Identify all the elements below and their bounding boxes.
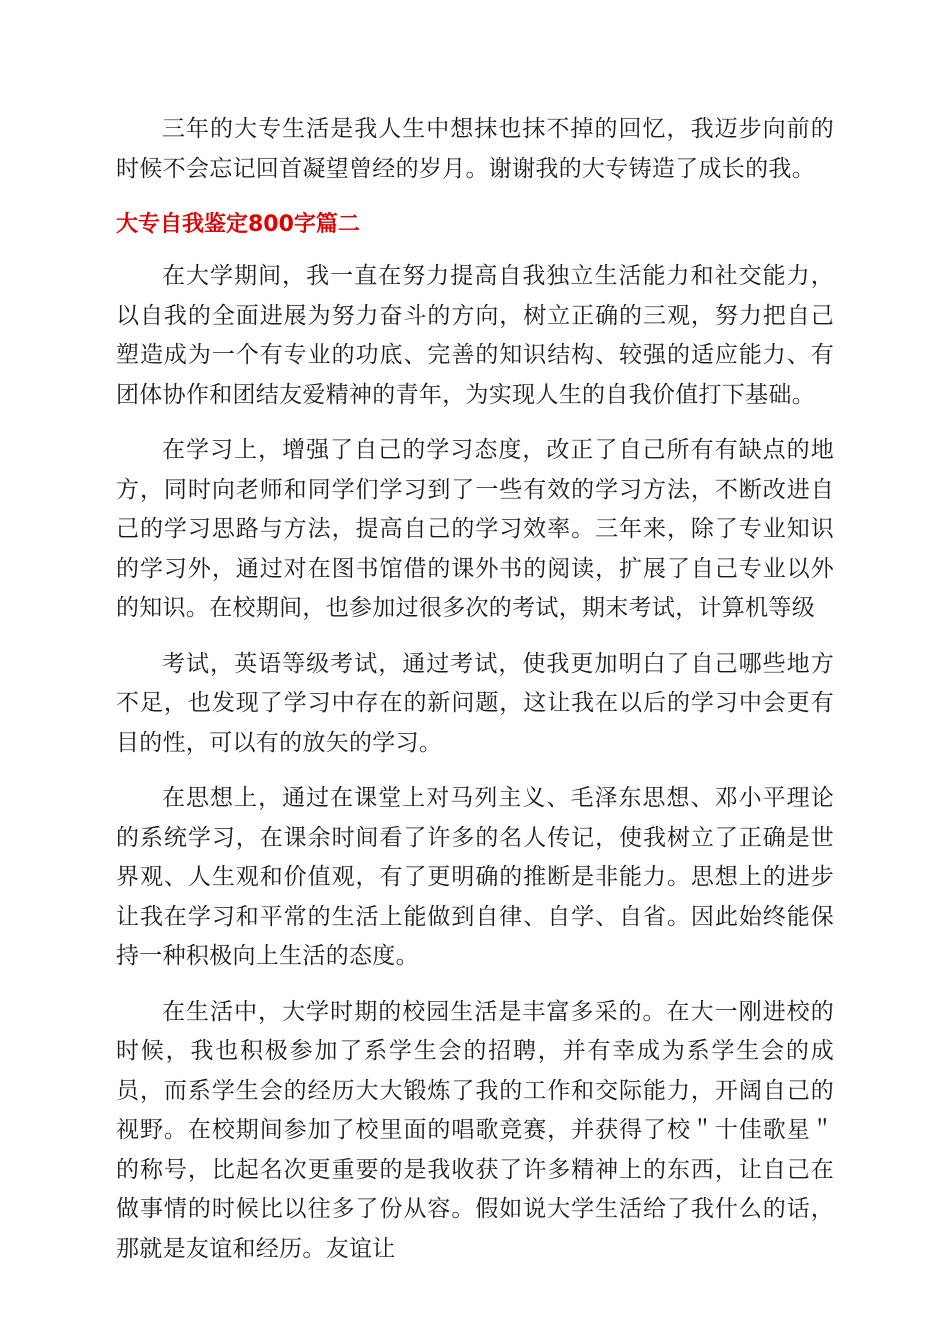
section-heading: 大专自我鉴定800字篇二 — [116, 212, 360, 237]
paragraph-study: 在学习上，增强了自己的学习态度，改正了自己所有有缺点的地方，同时向老师和同学们学习到了一些有效的学习方法，不断改进自己的学习思路与方法，提高自己的学习效率。三年来，除了专业知识的学习外，通过对在图书馆借的课外书的阅读，扩展了自己专业以外的知识。在校期间，也参加过很多次的考试，期末考试，计算机等级 — [116, 437, 834, 621]
paragraph-life: 在生活中，大学时期的校园生活是丰富多采的。在大一刚进校的时候，我也积极参加了系学生会的招聘，并有幸成为系学生会的成员，而系学生会的经历大大锻炼了我的工作和交际能力，开阔自己的视野。在校期间参加了校里面的唱歌竞赛，并获得了校＂十佳歌星＂的称号，比起名次更重要的是我收获了许多精神上的东西，让自己在做事情的时候比以往多了份从容。假如说大学生活给了我什么的话，那就是友谊和经历。友谊让 — [116, 998, 834, 1262]
paragraph-exams: 考试，英语等级考试，通过考试，使我更加明白了自己哪些地方不足，也发现了学习中存在的新问题，这让我在以后的学习中会更有目的性，可以有的放矢的学习。 — [116, 650, 834, 756]
document-body — [116, 110, 834, 1269]
paragraph-ideology: 在思想上，通过在课堂上对马列主义、毛泽东思想、邓小平理论的系统学习，在课余时间看了许多的名人传记，使我树立了正确是世界观、人生观和价值观，有了更明确的推断是非能力。思想上的进步让我在学习和平常的生活上能做到自律、自学、自省。因此始终能保持一种积极向上生活的态度。 — [116, 785, 834, 969]
paragraph-independence: 在大学期间，我一直在努力提高自我独立生活能力和社交能力，以自我的全面进展为努力奋斗的方向，树立正确的三观，努力把自己塑造成为一个有专业的功底、完善的知识结构、较强的适应能力、有团体协作和团结友爱精神的青年，为实现人生的自我价值打下基础。 — [116, 263, 834, 408]
intro-paragraph: 三年的大专生活是我人生中想抹也抹不掉的回忆，我迈步向前的时候不会忘记回首凝望曾经的岁月。谢谢我的大专铸造了成长的我。 — [116, 116, 834, 182]
